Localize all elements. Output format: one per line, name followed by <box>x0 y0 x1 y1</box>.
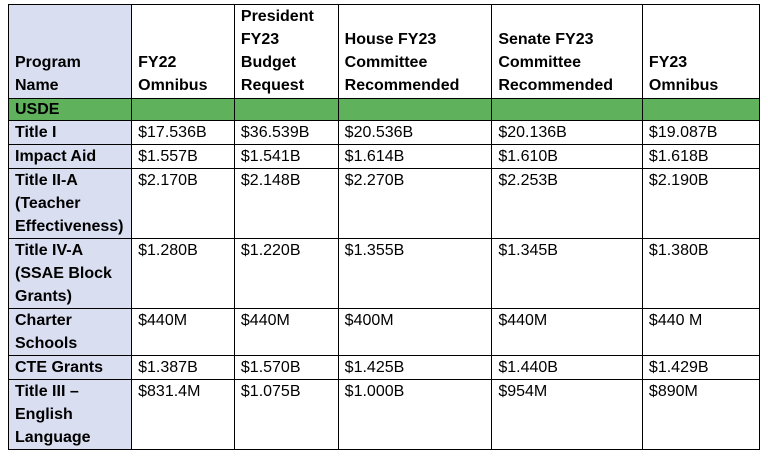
senate-cell: $2.253B <box>492 169 643 239</box>
section-cell <box>642 99 759 121</box>
fy23-cell: $1.429B <box>642 356 759 380</box>
section-cell <box>492 99 643 121</box>
president-cell: $1.570B <box>234 356 338 380</box>
fy22-cell: $1.557B <box>132 145 235 169</box>
senate-cell: $1.440B <box>492 356 643 380</box>
fy23-cell: $1.380B <box>642 239 759 309</box>
program-name-cell: Title IV-A (SSAE Block Grants) <box>9 239 132 309</box>
fy23-cell: $2.190B <box>642 169 759 239</box>
header-row <box>9 5 760 99</box>
senate-cell: $1.610B <box>492 145 643 169</box>
header-president-fy23: President FY23 Budget Request <box>234 5 338 99</box>
header-program-name: Program Name <box>9 5 132 99</box>
house-cell: $1.355B <box>338 239 492 309</box>
president-cell: $440M <box>234 309 338 356</box>
program-name-cell: Title I <box>9 121 132 145</box>
program-name-cell: CTE Grants <box>9 356 132 380</box>
house-cell: $1.000B <box>338 380 492 450</box>
fy23-cell: $1.618B <box>642 145 759 169</box>
program-name-cell: Impact Aid <box>9 145 132 169</box>
senate-cell: $20.136B <box>492 121 643 145</box>
senate-cell: $440M <box>492 309 643 356</box>
header-fy22-omnibus: FY22 Omnibus <box>132 5 235 99</box>
program-name-cell: Title III – English Language <box>9 380 132 450</box>
fy22-cell: $1.387B <box>132 356 235 380</box>
program-name-cell: Title II-A (Teacher Effectiveness) <box>9 169 132 239</box>
president-cell: $1.075B <box>234 380 338 450</box>
table-row <box>9 309 760 356</box>
house-cell: $1.425B <box>338 356 492 380</box>
senate-cell: $954M <box>492 380 643 450</box>
president-cell: $1.541B <box>234 145 338 169</box>
table-row <box>9 121 760 145</box>
house-cell: $400M <box>338 309 492 356</box>
table-row <box>9 356 760 380</box>
section-cell <box>338 99 492 121</box>
fy22-cell: $1.280B <box>132 239 235 309</box>
section-row-usde <box>9 99 760 121</box>
president-cell: $36.539B <box>234 121 338 145</box>
house-cell: $20.536B <box>338 121 492 145</box>
table-row <box>9 239 760 309</box>
section-label: USDE <box>9 99 132 121</box>
president-cell: $2.148B <box>234 169 338 239</box>
fy23-cell: $890M <box>642 380 759 450</box>
header-house-fy23: House FY23 Committee Recommended <box>338 5 492 99</box>
header-fy23-omnibus: FY23 Omnibus <box>642 5 759 99</box>
president-cell: $1.220B <box>234 239 338 309</box>
fy22-cell: $2.170B <box>132 169 235 239</box>
senate-cell: $1.345B <box>492 239 643 309</box>
section-cell <box>132 99 235 121</box>
table-row <box>9 380 760 450</box>
fy22-cell: $17.536B <box>132 121 235 145</box>
budget-table <box>8 4 760 450</box>
house-cell: $2.270B <box>338 169 492 239</box>
header-senate-fy23: Senate FY23 Committee Recommended <box>492 5 643 99</box>
fy22-cell: $831.4M <box>132 380 235 450</box>
table-row <box>9 169 760 239</box>
program-name-cell: Charter Schools <box>9 309 132 356</box>
table-row <box>9 145 760 169</box>
fy23-cell: $440 M <box>642 309 759 356</box>
house-cell: $1.614B <box>338 145 492 169</box>
fy22-cell: $440M <box>132 309 235 356</box>
section-cell <box>234 99 338 121</box>
fy23-cell: $19.087B <box>642 121 759 145</box>
